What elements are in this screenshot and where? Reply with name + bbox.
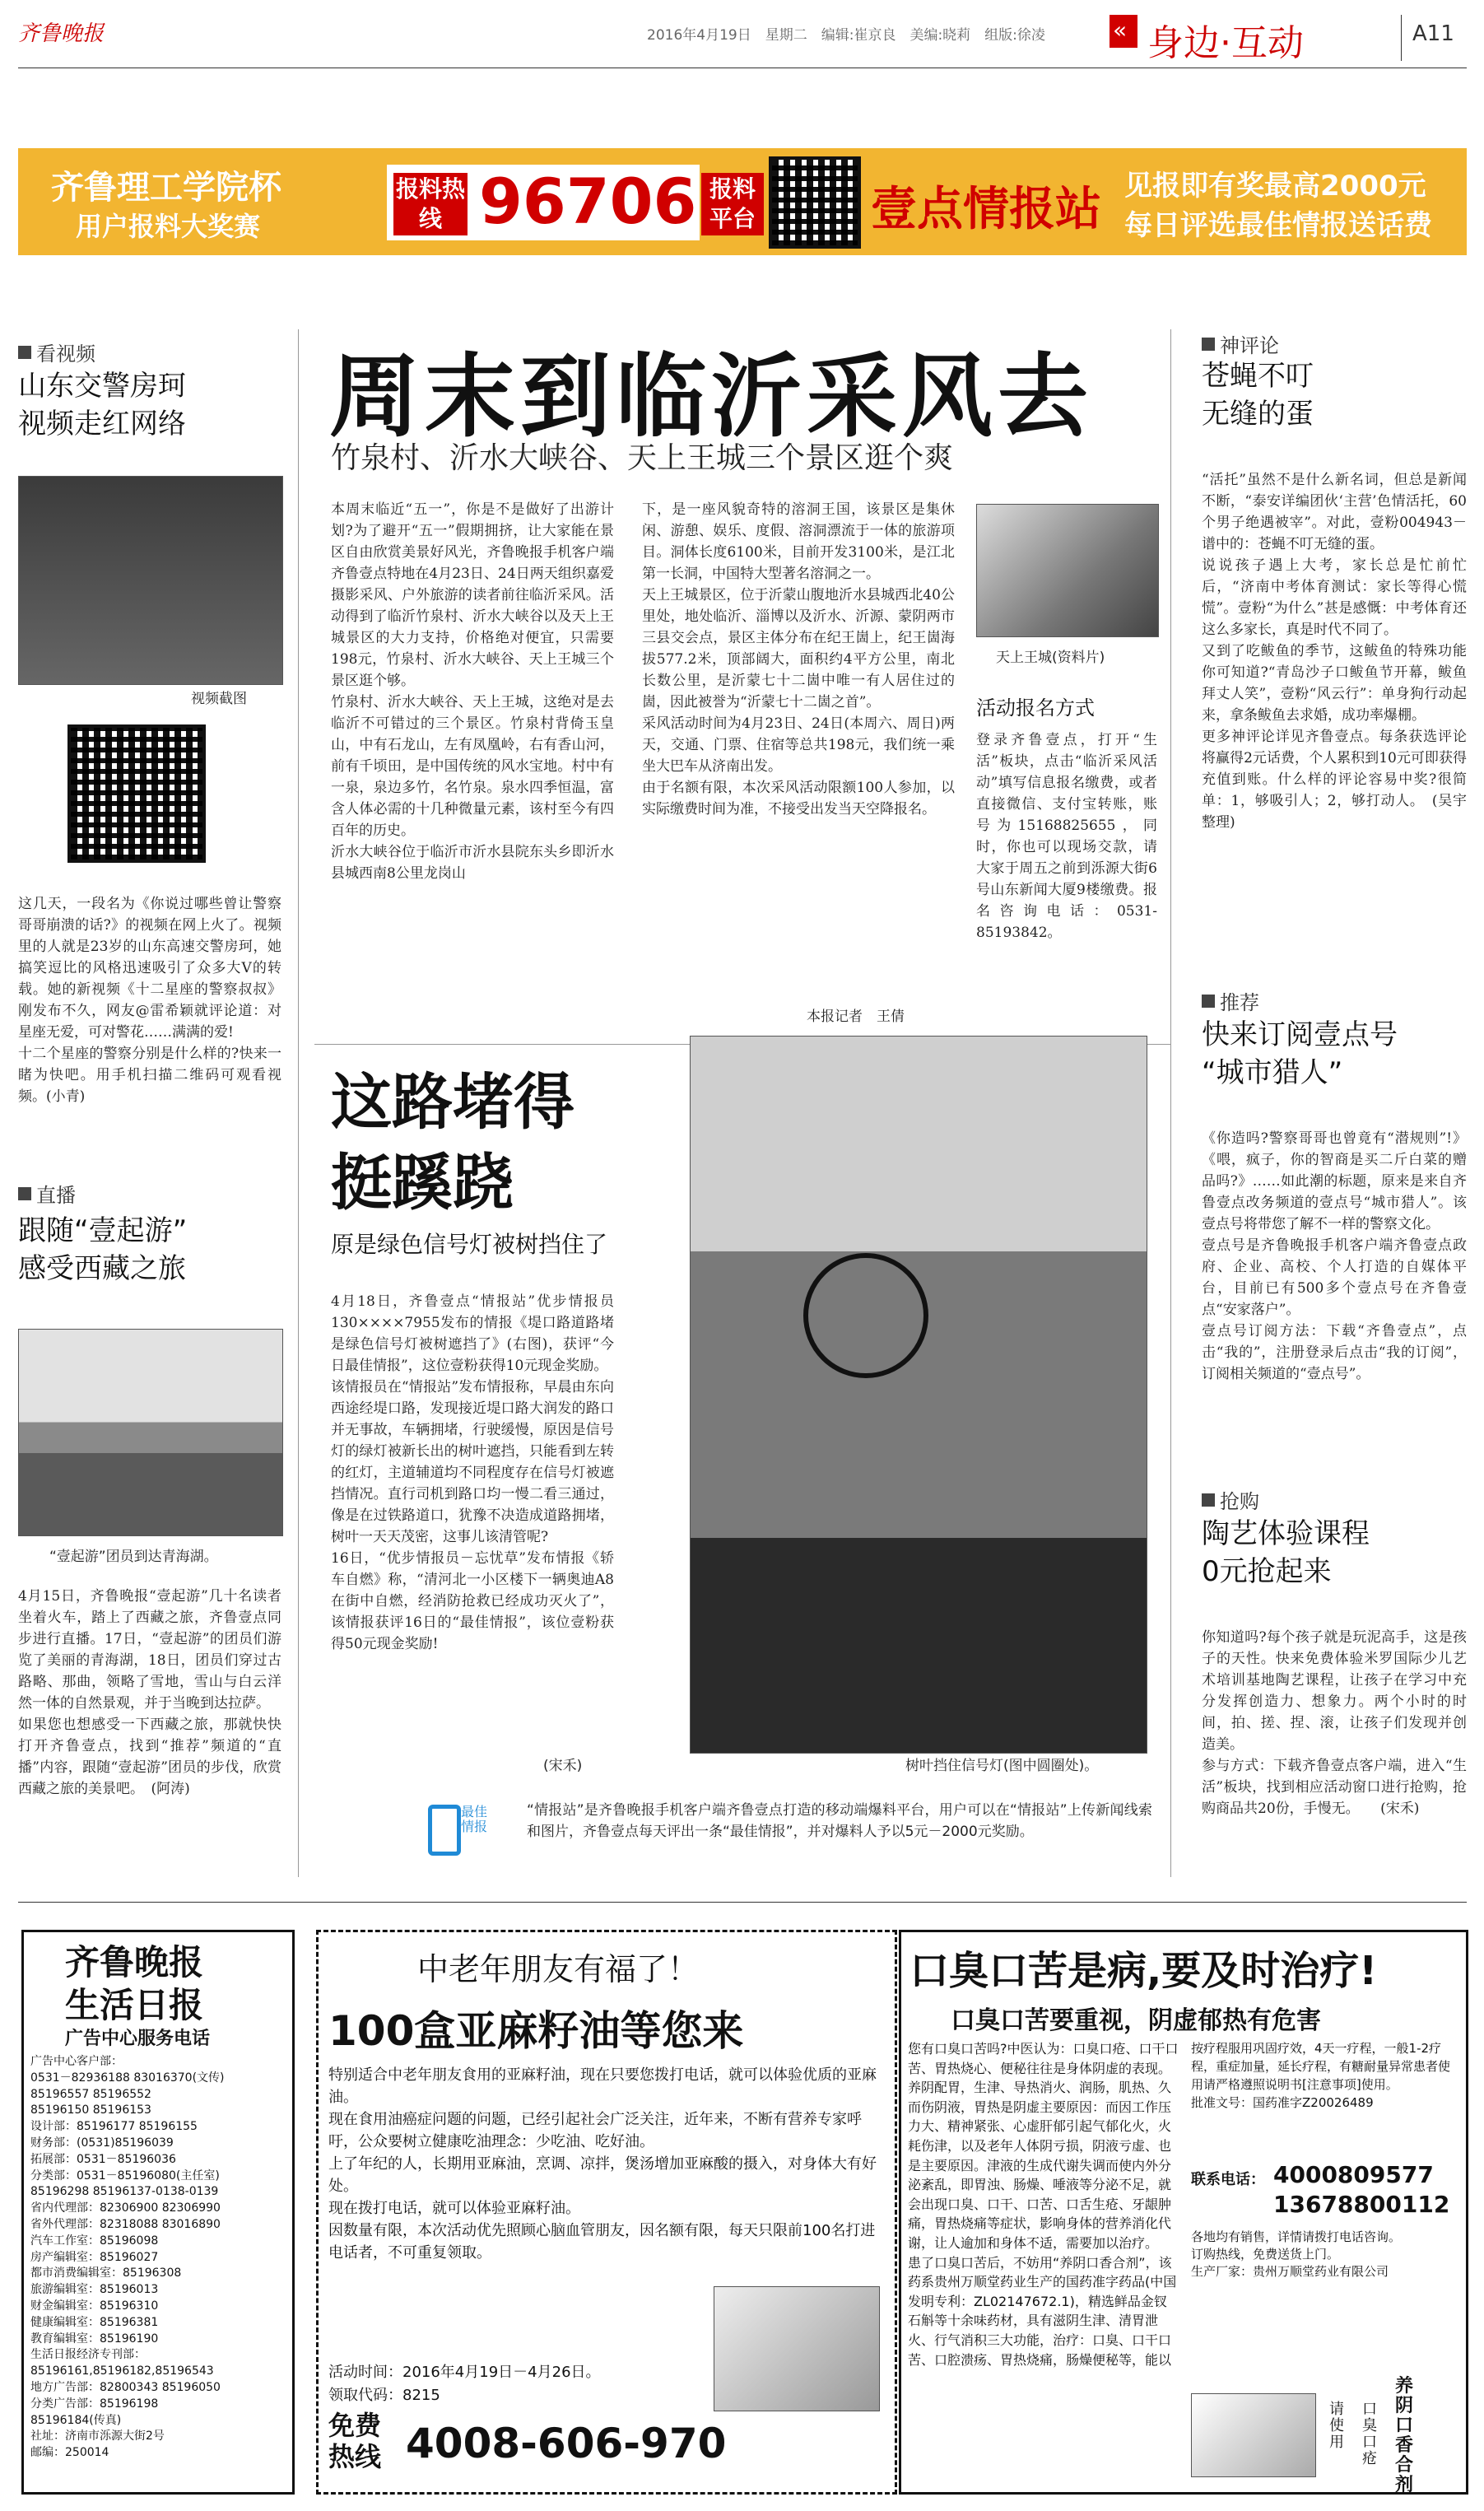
ad-bad-breath-medicine — [899, 1930, 1468, 2495]
right-sec2-body: 《你造吗?警察哥哥也曾竟有“潜规则”!》《喂，疯子，你的智商是买二斤白菜的赠品吗?》……如此潮的标题，原来是来自齐鲁壹点改务频道的壹点号“城市猎人”。该壹点号将带您了解不一样的警察文化。 壹点号是齐鲁晚报手机客户端齐鲁壹点政府、企业、高校、个人打造的自媒体平台，目前已有500多个壹点号在齐鲁壹点“安家落户”。 壹点号订阅方法：下载“齐鲁壹点”，点击“我的”，注册登录后点击“我的订阅”，订阅相关频道的“壹点号”。 — [1202, 1130, 1467, 1382]
ad3-left-body: 您有口臭口苦吗?中医认为：口臭口疮、口干口苦、胃热烧心、便秘往往是身体阴虚的表现。 养阴配胃，生津、导热消火、润肠，肌热、久而伤阴液，胃热是阴虚主要原因：而因工作压力大、精神紧张、心虚肝郁引起气郁化火，火耗伤津，以及老年人体阴亏损，阴液亏虚、也是主要原因。津液的生成代谢失调而使内外分泌紊乱，即胃浊、肠燥、唾液等分泌不足，就会出现口臭、口干、口苦、口舌生疮、牙龈肿痛，胃热烧痛等症状，影响身体的营养消化代谢，让人逾加和身体不适，需要加以治疗。 患了口臭口苦后，不妨用“养阴口香合剂”，该药系贵州万顺堂药业生产的国药准字药品(中国发明专利：ZL02147672.1)，精选鲜品金钗石斛等十余味药材，具有滋阴生津、清胃泄火、行气消积三大功能，治疗：口臭、口干口苦、口腔溃疡、胃热烧痛，肠燥便秘等，能以 — [908, 2041, 1179, 2368]
ad3-title: 口臭口苦是病,要及时治疗! — [909, 1948, 1378, 1994]
phone-icon — [428, 1805, 461, 1856]
ad2-code: 领取代码：8215 — [328, 2387, 440, 2404]
ad1-title2: 生活日报 — [65, 1985, 204, 2025]
policewoman-photo — [18, 476, 283, 685]
left-sec1-title: 山东交警房珂 视频走红网络 — [18, 370, 186, 440]
main-subhead: 竹泉村、沂水大峡谷、天上王城三个景区逛个爽 — [331, 441, 954, 475]
main-headline: 周末到临沂采风去 — [329, 344, 1093, 450]
right-sec2-tag — [1202, 986, 1259, 1015]
square-icon — [1202, 338, 1215, 351]
highlight-circle — [803, 1253, 928, 1378]
square-icon — [1202, 1493, 1215, 1507]
platform-label: 报料平台 — [701, 173, 764, 235]
ad2-title1: 中老年朋友有福了！ — [417, 1951, 700, 1987]
ad3-right-body: 按疗程服用巩固疗效，4天一疗程，一般1-2疗程，重症加量，延长疗程，有糖耐量异常患者使用请严格遵照说明书[注意事项]使用。 批准文号：国药准字Z20026489 — [1191, 2041, 1451, 2110]
hotline-number: 96706 — [479, 165, 697, 238]
right-sec2-title: 快来订阅壹点号 “城市猎人” — [1202, 1018, 1398, 1089]
ad1-title1: 齐鲁晚报 — [65, 1942, 204, 1982]
story2-byline: (宋禾) — [543, 1758, 583, 1774]
hotline-label: 报料热线 — [393, 173, 468, 235]
tree-signal-photo — [690, 1036, 1147, 1754]
tianshang-wangcheng-photo — [976, 504, 1159, 637]
qinghai-lake-photo — [18, 1329, 283, 1536]
ad2-time: 活动时间：2016年4月19日－4月26日。 — [328, 2364, 601, 2381]
photo1-caption: 视频截图 — [191, 691, 247, 707]
story2-subhead: 原是绿色信号灯被树挡住了 — [331, 1231, 608, 1258]
masthead: 齐鲁晚报 — [18, 21, 105, 46]
right-sec2-tag-label: 推荐 — [1220, 991, 1259, 1014]
left-sec1-body: 这几天，一段名为《你说过哪些曾让警察哥哥崩溃的话?》的视频在网上火了。视频里的人就是23岁的山东高速交警房珂，她搞笑逗比的风格迅速吸引了众多大V的转载。她的新视频《十二星座的警察叔叔》刚发布不久，网友@雷希颖就评论道：对星座无爱，可对警花……满满的爱! 十二个星座的警察分别是什么样的?快来一睹为快吧。用手机扫描二维码可观看视频。(小青) — [18, 896, 281, 1105]
ad3-small: 各地均有销售，详情请拨打电话咨询。 订购热线，免费送货上门。 生产厂家：贵州万顺堂药业有限公司 — [1191, 2229, 1402, 2279]
section-name: 身边·互动 — [1147, 22, 1304, 64]
left-divider — [298, 329, 299, 1877]
page-number: A11 — [1412, 21, 1454, 46]
product-box-image — [714, 2286, 880, 2411]
right-sec1-title: 苍蝇不叮 无缝的蛋 — [1202, 360, 1314, 431]
square-icon — [18, 1187, 31, 1200]
main-col2: 下，是一座风貌奇特的溶洞王国，该景区是集休闲、游憩、娱乐、度假、溶洞漂流于一体的旅游项目。洞体长度6100米，目前开发3100米，是江北第一长洞，中国特大型著名溶洞之一。 天上王城景区，位于沂蒙山腹地沂水县城西北40公里处，地处临沂、淄博以及沂水、沂源、蒙阴两市三县交会点，景区主体分布在纪王崮上，纪王崮海拔577.2米，顶部阔大，面积约4平方公里，南北长数公里，是沂蒙七十二崮中唯一有人居住过的崮，因此被誉为“沂蒙七十二崮之首”。 采风活动时间为4月23日、24日(本周六、周日)两天，交通、门票、住宿等总共198元，我们统一乘坐大巴车从济南出发。 由于名额有限，本次采风活动限额100人参加，以实际缴费时间为准，不接受出发当天空降报名。 — [642, 501, 955, 818]
square-icon — [1202, 995, 1215, 1008]
ad-flaxseed-oil — [316, 1930, 897, 2495]
best-intel-badge — [428, 1801, 502, 1864]
left-sec1-tag-label: 看视频 — [36, 342, 95, 366]
ad3-vertical2: 口臭口疮 — [1362, 2401, 1377, 2467]
date-line: 2016年4月19日 星期二 编辑:崔京良 美编:晓莉 组版:徐凌 — [647, 27, 1045, 44]
banner-qr-code[interactable] — [769, 156, 861, 249]
banner-cup-line2: 用户报料大奖赛 — [76, 211, 261, 242]
header-divider — [1401, 15, 1402, 61]
ad2-title2: 100盒亚麻籽油等您来 — [328, 2007, 744, 2055]
story2-photo-caption: 树叶挡住信号灯(图中圆圈处)。 — [905, 1758, 1099, 1774]
left-sec2-title: 跟随“壹起游” 感受西藏之旅 — [18, 1214, 188, 1285]
badge-text: 最佳情报 — [461, 1804, 488, 1834]
left-sec1-tag — [18, 338, 95, 366]
banner-cup-line1: 齐鲁理工学院杯 — [51, 169, 281, 207]
signup-body: 登录齐鲁壹点，打开“生活”板块，点击“临沂采风活动”填写信息报名缴费，或者直接微信、支付宝转账，账号为15168825655，同时，你也可以现场交款，请大家于周五之前到泺源大街6号山东新闻大厦9楼缴费。报名咨询电话：0531-85193842。 — [976, 732, 1157, 941]
photo2-caption: “壹起游”团员到达青海湖。 — [49, 1549, 218, 1565]
right-sec3-title: 陶艺体验课程 0元抢起来 — [1202, 1517, 1370, 1588]
photo3-caption: 天上王城(资料片) — [996, 650, 1105, 666]
ad-rule — [18, 1902, 1467, 1903]
ad3-product-box — [1191, 2393, 1316, 2477]
banner-right-line1: 见报即有奖最高2000元 — [1124, 170, 1426, 203]
section-chevron-icon: « — [1113, 16, 1128, 44]
ad3-phone1[interactable]: 4000809577 — [1273, 2161, 1434, 2188]
story2-note: “情报站”是齐鲁晚报手机客户端齐鲁壹点打造的移动端爆料平台，用户可以在“情报站”上传新闻线索和图片，齐鲁壹点每天评出一条“最佳情报”，并对爆料人予以5元－2000元奖励。 — [527, 1802, 1152, 1840]
right-sec3-body: 你知道吗?每个孩子就是玩泥高手，这是孩子的天性。快来免费体验米罗国际少儿艺术培训基地陶艺课程，让孩子在学习中充分发挥创造力、想象力。两个小时的时间，拍、搓、捏、滚，让孩子们发现并创造美。 参与方式：下载齐鲁壹点客户端，进入“生活”板块，找到相应活动窗口进行抢购，抢购商品共20份，手慢无。 (宋禾) — [1202, 1629, 1467, 1817]
square-icon — [18, 346, 31, 359]
right-divider — [1170, 329, 1171, 1877]
promo-banner — [18, 148, 1467, 255]
ad3-box-label: 养阴口香合剂 — [1395, 2376, 1414, 2495]
ad3-phone2[interactable]: 13678800112 — [1273, 2191, 1450, 2218]
ad2-free-label: 免费热线 — [328, 2410, 382, 2472]
main-byline: 本报记者 王倩 — [807, 1009, 905, 1025]
right-sec1-tag — [1202, 329, 1279, 358]
left-sec2-body: 4月15日，齐鲁晚报“壹起游”几十名读者坐着火车，踏上了西藏之旅，齐鲁壹点同步进行直播。17日，“壹起游”的团员们游览了美丽的青海湖，18日，团员们穿过古路略、那曲，领略了雪地，雪山与白云洋然一体的自然景观，并于当晚到达拉萨。 如果您也想感受一下西藏之旅，那就快快打开齐鲁壹点，找到“推荐”频道的“直播”内容，跟随“壹起游”团员的步伐，欣赏西藏之旅的美景吧。 (阿涛) — [18, 1588, 281, 1797]
story2-headline: 这路堵得 挺蹊跷 — [331, 1067, 575, 1218]
left-sec2-tag — [18, 1179, 76, 1208]
ad1-body: 广告中心客户部： 0531－82936188 83016370(文传) 85196557 85196552 85196150 85196153 设计部：85196177 85196155 财务部：(0531)85196039 拓展部：0531－85196036 分类部：0531－85196080(主任室) 85196298 85196137-0138-0139 省内代理部：82306900 82306990 省外代理部：82318088 83016890 汽车工作室：85196098 房产编辑室：85196027 都市消费编辑室：85196308 旅游编辑室：85196013 财金编辑室：85196310 健康编辑室：85196381 教育编辑室：85196190 生活日报经济专刊部： 85196161,85196182,85196543 地方广告部：82800343 85196050 分类广告部：85196198 85196184(传真) 社址：济南市泺源大街2号 邮编：250014 — [30, 2055, 225, 2460]
right-sec1-tag-label: 神评论 — [1220, 334, 1279, 357]
ad-newspaper-contact — [21, 1930, 295, 2495]
ad2-body: 特别适合中老年朋友食用的亚麻籽油，现在只要您拨打电话，就可以体验优质的亚麻油。 现在食用油癌症问题的问题，已经引起社会广泛关注，近年来，不断有营养专家呼吁，公众要树立健康吃油理念：少吃油、吃好油。 上了年纪的人，长期用亚麻油，烹调、凉拌，煲汤增加亚麻酸的摄入，对身体大有好处。 现在拨打电话，就可以体验亚麻籽油。 因数量有限，本次活动优先照顾心脑血管朋友，因名额有限，每天只限前100名打进电话者，不可重复领取。 — [328, 2066, 877, 2262]
ad3-subtitle: 口臭口苦要重视，阴虚郁热有危害 — [951, 2006, 1321, 2035]
main-col1: 本周末临近“五一”，你是不是做好了出游计划?为了避开“五一”假期拥挤，让大家能在景区自由欣赏美景好风光，齐鲁晚报手机客户端齐鲁壹点特地在4月23日、24日两天组织嘉爱摄影采风、户外旅游的读者前往临沂采风。活动得到了临沂竹泉村、沂水大峡谷以及天上王城景区的大力支持，价格绝对便宜，只需要198元，竹泉村、沂水大峡谷、天上王城三个景区逛个够。 竹泉村、沂水大峡谷、天上王城，这绝对是去临沂不可错过的三个景区。竹泉村背倚玉皇山，中有石龙山，左有凤凰岭，右有香山河，前有千顷田，是中国传统的风水宝地。村中有一泉，泉边多竹，名竹泉。泉水四季恒温，富含人体必需的十几种微量元素，该村至今有四百年的历史。 沂水大峡谷位于临沂市沂水县院东头乡即沂水县城西南8公里龙岗山 — [331, 501, 614, 882]
ad1-subtitle: 广告中心服务电话 — [65, 2029, 211, 2049]
right-sec1-body: “活托”虽然不是什么新名词，但总是新闻不断，“泰安详编团伙‘主营’色情活托，60个男子绝遇被宰”。对此，壹粉004943－谱中的：苍蝇不叮无缝的蛋。 说说孩子遇上大考，家长总是忙前忙后，“济南中考体育测试：家长等得心慌慌”。壹粉“为什么”甚是感慨：中考体育还这么多家长，真是时代不同了。 又到了吃鲅鱼的季节，这鲅鱼的特殊功能你可知道?“青岛沙子口鲅鱼节开幕，鲅鱼拜丈人笑”，壹粉“风云行”：单身狗行动起来，拿条鲅鱼去求婚，成功率爆棚。 更多神评论详见齐鲁壹点。每条获选评论将赢得2元话费，个人累积到10元可即获得充值到账。什么样的评论容易中奖?很简单：1，够吸引人；2，够打动人。 (吴宇 整理) — [1202, 472, 1467, 831]
right-sec3-tag-label: 抢购 — [1220, 1490, 1259, 1513]
left-sec2-tag-label: 直播 — [36, 1184, 76, 1207]
ad3-vertical1: 请使用 — [1329, 2401, 1344, 2451]
banner-brand: 壹点情报站 — [871, 183, 1101, 236]
banner-right-line2: 每日评选最佳情报送话费 — [1124, 209, 1432, 242]
ad3-hotline-label: 联系电话： — [1191, 2171, 1265, 2188]
video-qr-code[interactable] — [67, 724, 206, 863]
story2-body: 4月18日，齐鲁壹点“情报站”优步情报员130××××7955发布的情报《堤口路道路堵是绿色信号灯被树遮挡了》(右图)，获评“今日最佳情报”，这位壹粉获得10元现金奖励。 该情报员在“情报站”发布情报称，早晨由东向西途经堤口路，发现接近堤口路大润发的路口并无事故，车辆拥堵，行驶缓慢，原因是信号灯的绿灯被新长出的树叶遮挡，只能看到左转的红灯，主道辅道均不同程度存在信号灯被遮挡情况。直行司机到路口均一慢二看三通过，像是在过铁路道口，犹豫不决造成道路拥堵，树叶一天天茂密，这事儿该清管呢? 16日，“优步情报员－忘忧草”发布情报《轿车自燃》称，“清河北一小区楼下一辆奥迪A8在街中自燃，经消防抢救已经成功灭火了”，该情报获评16日的“最佳情报”，该位壹粉获得50元现金奖励! — [331, 1293, 614, 1652]
signup-title: 活动报名方式 — [976, 696, 1095, 720]
ad2-phone[interactable]: 4008-606-970 — [406, 2420, 727, 2467]
right-sec3-tag — [1202, 1485, 1259, 1514]
